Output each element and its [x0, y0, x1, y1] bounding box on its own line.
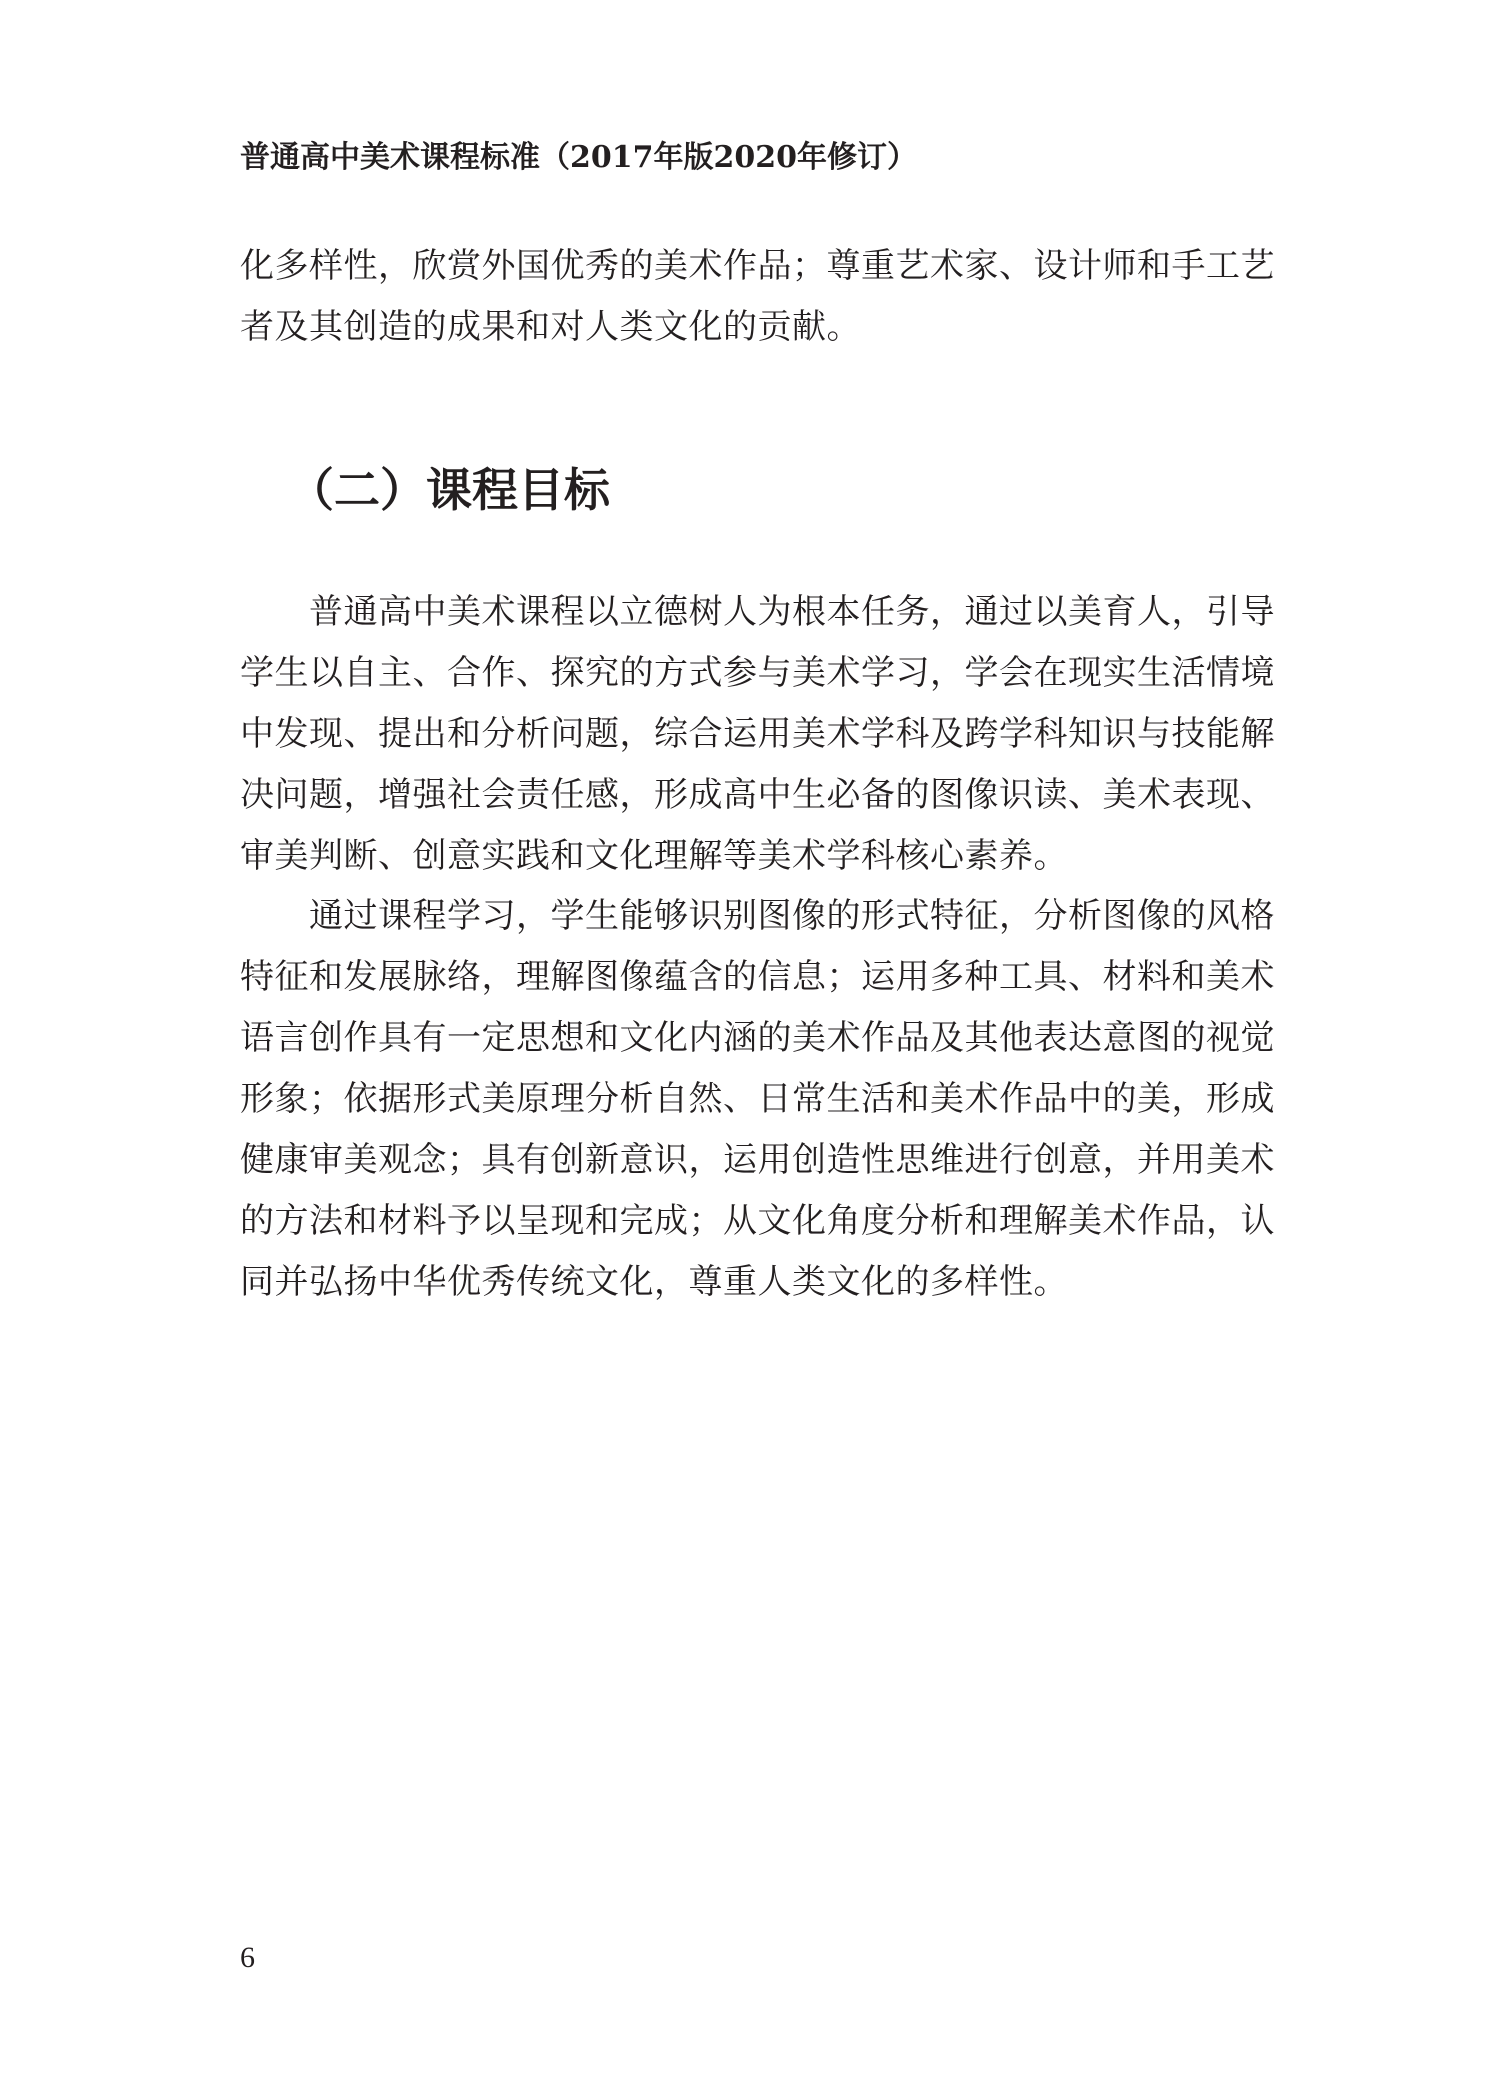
section-heading: （二）课程目标 — [288, 463, 610, 517]
goal-paragraph-2 — [240, 886, 1275, 1313]
paragraph-line: 普通高中美术课程以立德树人为根本任务，通过以美育人，引导 — [240, 592, 1275, 632]
paragraph-line: 健康审美观念；具有创新意识，运用创造性思维进行创意，并用美术 — [240, 1140, 1275, 1180]
paragraph-line: 审美判断、创意实践和文化理解等美术学科核心素养。 — [240, 836, 1068, 876]
page-number: 6 — [240, 1941, 255, 1974]
paragraph-line: 通过课程学习，学生能够识别图像的形式特征，分析图像的风格 — [240, 896, 1275, 936]
paragraph-line: 同并弘扬中华优秀传统文化，尊重人类文化的多样性。 — [240, 1262, 1068, 1302]
paragraph-line: 中发现、提出和分析问题，综合运用美术学科及跨学科知识与技能解 — [240, 714, 1275, 754]
continuation-paragraph — [240, 236, 1275, 358]
paragraph-line: 形象；依据形式美原理分析自然、日常生活和美术作品中的美，形成 — [240, 1079, 1275, 1119]
paragraph-line: 语言创作具有一定思想和文化内涵的美术作品及其他表达意图的视觉 — [240, 1018, 1275, 1058]
paragraph-line: 者及其创造的成果和对人类文化的贡献。 — [240, 307, 861, 347]
paragraph-line: 特征和发展脉络，理解图像蕴含的信息；运用多种工具、材料和美术 — [240, 957, 1275, 997]
paragraph-line: 决问题，增强社会责任感，形成高中生必备的图像识读、美术表现、 — [240, 775, 1275, 815]
paragraph-line: 学生以自主、合作、探究的方式参与美术学习，学会在现实生活情境 — [240, 653, 1275, 693]
paragraph-line: 化多样性，欣赏外国优秀的美术作品；尊重艺术家、设计师和手工艺 — [240, 246, 1275, 286]
paragraph-line: 的方法和材料予以呈现和完成；从文化角度分析和理解美术作品，认 — [240, 1201, 1275, 1241]
running-header-title: 普通高中美术课程标准（2017年版2020年修订） — [240, 140, 917, 175]
goal-paragraph-1 — [240, 582, 1275, 887]
